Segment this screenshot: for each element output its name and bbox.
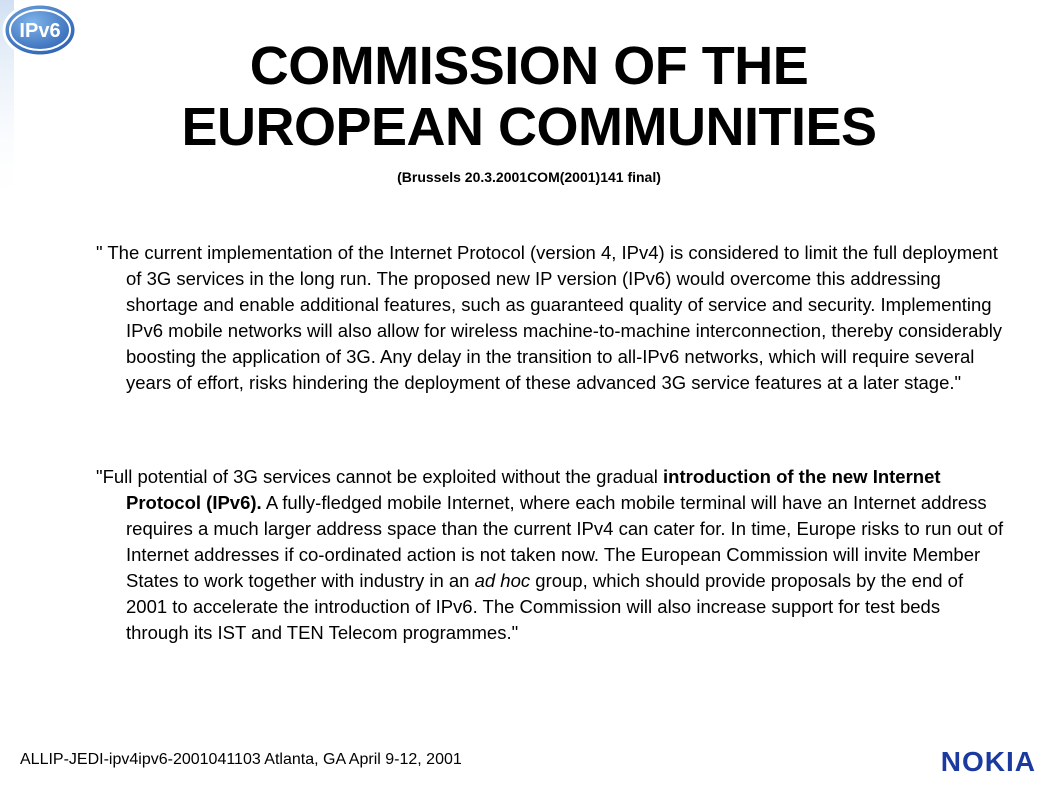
page-title xyxy=(0,36,1058,158)
para2-text-c: group, which should provide proposals by the end of 2001 to accelerate the introduction of IPv6. The Commission will also increase support for test beds through its IST and TEN Telecom programmes." xyxy=(126,570,964,643)
para2-italic-text: ad hoc xyxy=(474,570,531,591)
footer-text: ALLIP-JEDI-ipv4ipv6-2001041103 Atlanta, GA April 9-12, 2001 xyxy=(20,751,462,768)
para2-text-a: "Full potential of 3G services cannot be exploited without the gradual xyxy=(96,466,664,487)
para2-text-b: A fully-fledged mobile Internet, where each mobile terminal will have an Internet address requires a much larger address space than the current IPv4 can cater for. In time, Europe risks to run out of Internet addresses if co-ordinated action is not taken now. The European Commission will invite Member States to work together with industry in an xyxy=(126,492,1004,591)
quote-paragraph-1: " The current implementation of the Internet Protocol (version 4, IPv4) is considered to limit the full deployment of 3G services in the long run. The proposed new IP version (IPv6) would overcome this addressing shortage and enable additional features, such as guaranteed quality of service and security. Implementing IPv6 mobile networks will also allow for wireless machine-to-machine interconnection, thereby considerably boosting the application of 3G. Any delay in the transition to all-IPv6 networks, which will require several years of effort, risks hindering the deployment of these advanced 3G service features at a later stage." xyxy=(96,242,1003,393)
quote-paragraph-2 xyxy=(96,464,1006,646)
title-line-1: COMMISSION OF THE xyxy=(249,36,809,96)
nokia-logo: NOKIA xyxy=(940,746,1036,777)
para2-bold-text: introduction of the new Internet Protocol (IPv6). xyxy=(126,466,941,513)
logo-text: IPv6 xyxy=(19,20,61,42)
page-subtitle: (Brussels 20.3.2001COM(2001)141 final) xyxy=(397,169,661,185)
title-line-2: EUROPEAN COMMUNITIES xyxy=(181,97,877,157)
